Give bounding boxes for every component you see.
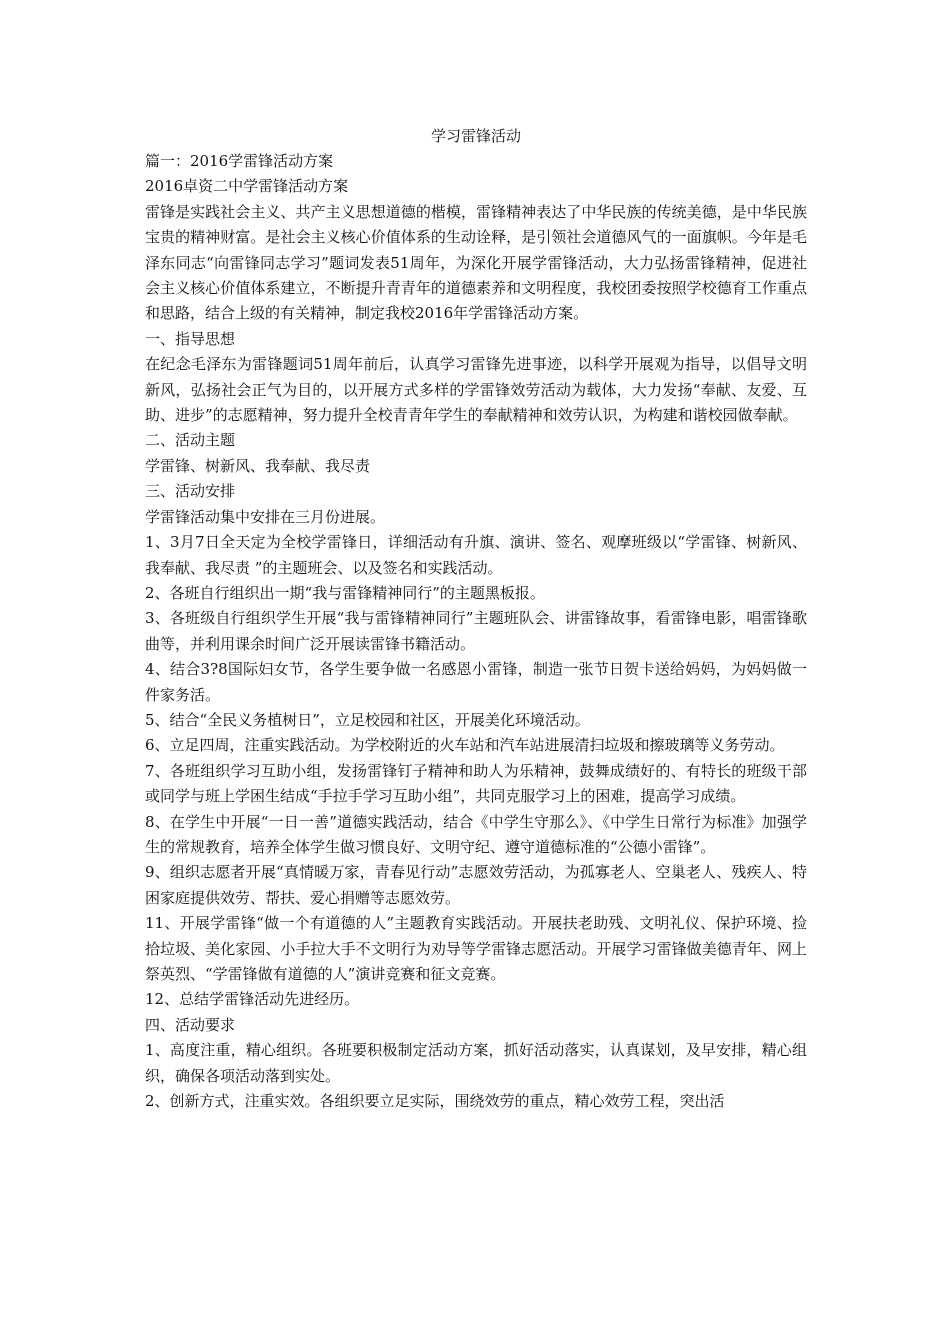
section-heading-3: 三、活动安排	[145, 482, 236, 501]
list-item-4: 4、结合3?8国际妇女节，各学生要争做一名感恩小雷锋，制造一张节日贺卡送给妈妈，为妈妈做一件家务活。	[145, 660, 807, 704]
document-title: 学习雷锋活动	[430, 127, 521, 145]
list-item-7: 7、各班组织学习互助小组，发扬雷锋钉子精神和助人为乐精神，鼓舞成绩好的、有特长的班级干部或同学与班上学困生结成“手拉手学习互助小组”，共同克服学习上的困难，提高学习成绩。	[145, 761, 807, 806]
section-heading-1: 一、指导思想	[145, 329, 236, 348]
paragraph-guiding-thought: 在纪念毛泽东为雷锋题词51周年前后，认真学习雷锋先进事迹，以科学开展观为指导，以倡导文明新风，弘扬社会正气为目的，以开展方式多样的学雷锋效劳活动为载体，大力发扬“奉献、友爱、互助、进步”的志愿精神，努力提升全校青青年学生的奉献精神和效劳认识，为构建和谐校园做奉献。	[145, 355, 807, 425]
list-item-9: 9、组织志愿者开展“真情暖万家，青春见行动”志愿效劳活动，为孤寡老人、空巢老人、残疾人、特困家庭提供效劳、帮扶、爱心捐赠等志愿效劳。	[145, 863, 807, 907]
paragraph-subtitle-1: 篇一：2016学雷锋活动方案	[145, 152, 334, 170]
list-item-5: 5、结合“全民义务植树日”，立足校园和社区，开展美化环境活动。	[145, 710, 590, 729]
list-item-1: 1、3月7日全天定为全校学雷锋日，详细活动有升旗、演讲、签名、观摩班级以“学雷锋、树新风、我奉献、我尽责 ”的主题班会、以及签名和实践活动。	[145, 533, 807, 577]
section-heading-4: 四、活动要求	[145, 1015, 236, 1034]
section-heading-2: 二、活动主题	[145, 431, 236, 450]
paragraph-intro: 雷锋是实践社会主义、共产主义思想道德的楷模，雷锋精神表达了中华民族的传统美德，是中华民族宝贵的精神财富。是社会主义核心价值体系的生动诠释，是引领社会道德风气的一面旗帜。今年是毛泽东同志“向雷锋同志学习”题词发表51周年，为深化开展学雷锋活动，大力弘扬雷锋精神，促进社会主义核心价值体系建立，不断提升青青年的道德素养和文明程度，我校团委按照学校德育工作重点和思路，结合上级的有关精神，制定我校2016年学雷锋活动方案。	[145, 202, 807, 323]
list-item-8: 8、在学生中开展“一日一善”道德实践活动，结合《中学生守那么》、《中学生日常行为标准》加强学生的常规教育，培养全体学生做习惯良好、文明守纪、遵守道德标准的“公德小雷锋”。	[145, 812, 807, 856]
document-body	[145, 124, 807, 1114]
paragraph-subtitle-2: 2016卓资二中学雷锋活动方案	[145, 177, 349, 196]
list-item-3: 3、各班级自行组织学生开展“我与雷锋精神同行”主题班队会、讲雷锋故事，看雷锋电影，唱雷锋歌曲等，并利用课余时间广泛开展读雷锋书籍活动。	[145, 609, 807, 653]
paragraph-theme: 学雷锋、树新风、我奉献、我尽责	[145, 456, 371, 475]
document-paragraphs	[145, 149, 807, 1114]
list-item-2: 2、各班自行组织出一期“我与雷锋精神同行”的主题黑板报。	[145, 583, 545, 602]
paragraph-arrangement-intro: 学雷锋活动集中安排在三月份进展。	[145, 507, 386, 526]
list-item-12: 12、总结学雷锋活动先进经历。	[145, 990, 360, 1009]
list-item-11: 11、开展学雷锋“做一个有道德的人”主题教育实践活动。开展扶老助残、文明礼仪、保护环境、捡拾垃圾、美化家园、小手拉大手不文明行为劝导等学雷锋志愿活动。开展学习雷锋做美德青年、网上祭英烈、“学雷锋做有道德的人”演讲竞赛和征文竞赛。	[145, 914, 807, 983]
requirement-item-2: 2、创新方式，注重实效。各组织要立足实际，围绕效劳的重点，精心效劳工程，突出活	[145, 1092, 725, 1111]
list-item-6: 6、立足四周，注重实践活动。为学校附近的火车站和汽车站进展清扫垃圾和擦玻璃等义务劳动。	[145, 736, 785, 755]
requirement-item-1: 1、高度注重，精心组织。各班要积极制定活动方案，抓好活动落实，认真谋划，及早安排，精心组织，确保各项活动落到实处。	[145, 1041, 807, 1085]
